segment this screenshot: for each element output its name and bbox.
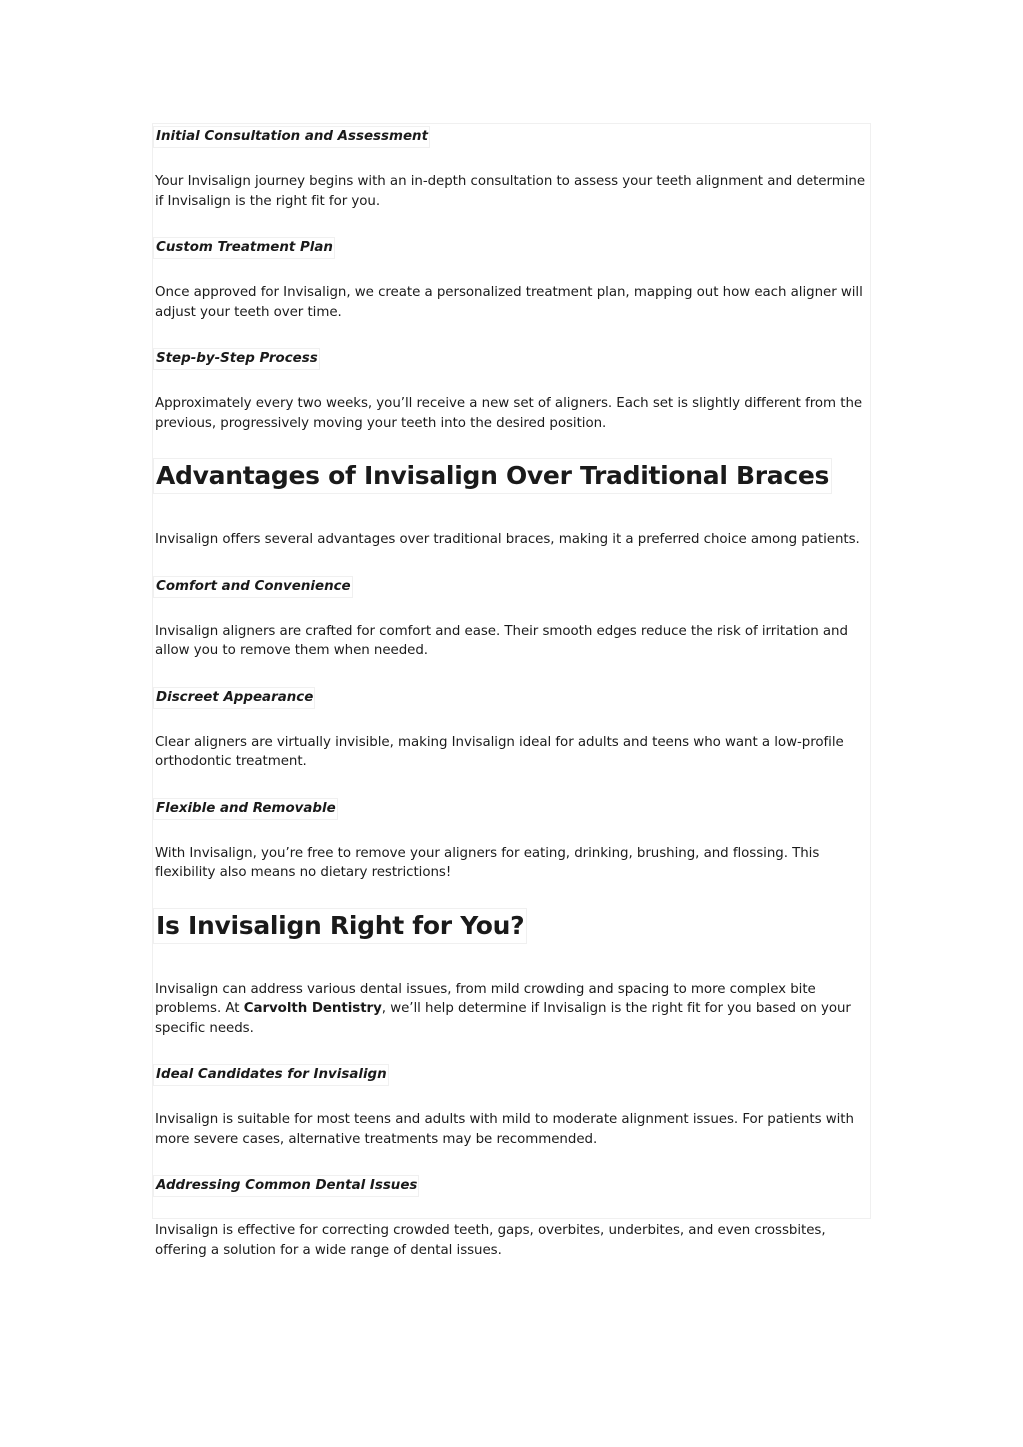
paragraph-initial-consultation: Your Invisalign journey begins with an in-depth consultation to assess your teeth alignment and determine if Invisalign is the right fit for you. <box>155 174 866 209</box>
subheading-initial-consultation: Initial Consultation and Assessment <box>153 126 430 148</box>
subheading-discreet: Discreet Appearance <box>153 687 315 709</box>
paragraph-discreet: Clear aligners are virtually invisible, making Invisalign ideal for adults and teens who want a low-profile orthodontic treatment. <box>155 734 844 769</box>
subheading-step-by-step: Step-by-Step Process <box>153 348 320 370</box>
paragraph-right-for-you-intro <box>155 980 867 1039</box>
section-title-advantages: Advantages of Invisalign Over Traditional Braces <box>153 458 832 494</box>
paragraph-custom-treatment-plan: Once approved for Invisalign, we create a personalized treatment plan, mapping out how each aligner will adjust your teeth over time. <box>155 285 863 320</box>
paragraph-advantages-intro: Invisalign offers several advantages over traditional braces, making it a preferred choice among patients. <box>155 532 860 547</box>
paragraph-comfort: Invisalign aligners are crafted for comfort and ease. Their smooth edges reduce the risk of irritation and allow you to remove them when needed. <box>155 623 848 658</box>
subheading-comfort: Comfort and Convenience <box>153 576 353 598</box>
paragraph-common-issues: Invisalign is effective for correcting crowded teeth, gaps, overbites, underbites, and even crossbites, offering a solution for a wide range of dental issues. <box>155 1223 826 1258</box>
section-title-right-for-you: Is Invisalign Right for You? <box>153 908 527 944</box>
subheading-common-issues: Addressing Common Dental Issues <box>153 1175 419 1197</box>
document-content <box>155 124 867 1260</box>
subheading-ideal-candidates: Ideal Candidates for Invisalign <box>153 1064 389 1086</box>
intro-text-part2: , we’ll help determine if Invisalign is the right fit for you based on your specific needs. <box>155 1001 851 1036</box>
subheading-custom-treatment-plan: Custom Treatment Plan <box>153 237 335 259</box>
paragraph-step-by-step: Approximately every two weeks, you’ll receive a new set of aligners. Each set is slightly different from the previous, progressively moving your teeth into the desired position. <box>155 396 863 431</box>
paragraph-flexible: With Invisalign, you’re free to remove your aligners for eating, drinking, brushing, and flossing. This flexibility also means no dietary restrictions! <box>155 845 820 880</box>
subheading-flexible: Flexible and Removable <box>153 798 338 820</box>
intro-text-part1: Invisalign can address various dental issues, from mild crowding and spacing to more complex bite problems. At <box>155 981 816 1016</box>
brand-name: Carvolth Dentistry <box>243 1001 382 1016</box>
paragraph-ideal-candidates: Invisalign is suitable for most teens and adults with mild to moderate alignment issues. For patients with more severe cases, alternative treatments may be recommended. <box>155 1112 854 1147</box>
